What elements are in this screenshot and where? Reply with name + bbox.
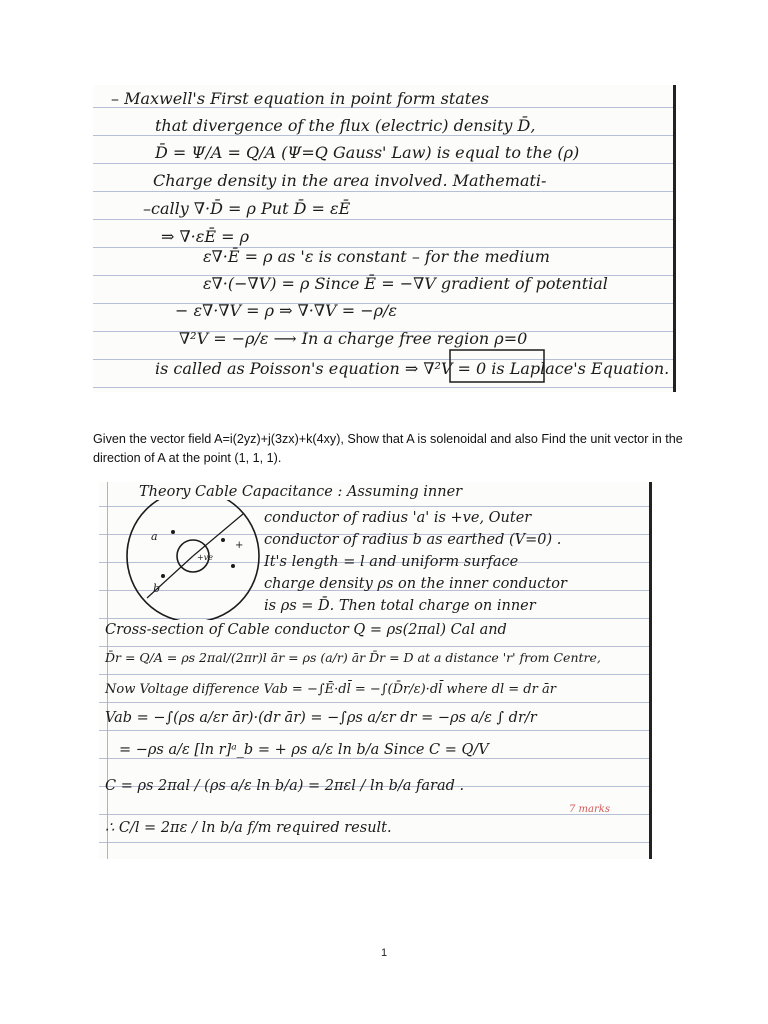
- note-line: Now Voltage difference Vab = −∫Ē·dl̄ = −∫(D̄r/ε)·dl̄ where dl = dr ār: [105, 682, 556, 697]
- note-line: – Maxwell's First equation in point form states: [111, 89, 489, 108]
- note-line: ε∇·(−∇V) = ρ Since Ē = −∇V gradient of potential: [203, 274, 608, 293]
- note-line: ∴ C/l = 2πε / ln b/a f/m required result.: [105, 820, 392, 836]
- diagram-label: a: [151, 530, 158, 543]
- image-border: [649, 482, 652, 859]
- cable-cross-section-diagram: [113, 500, 273, 620]
- handwritten-note-maxwell: [93, 85, 676, 392]
- note-line: ⇒ ∇·εĒ = ρ: [161, 227, 249, 246]
- note-line: Cross-section of Cable conductor Q = ρs(2πal) Cal and: [105, 622, 507, 638]
- page-number: 1: [380, 947, 388, 959]
- note-line: D̄r = Q/A = ρs 2πal/(2πr)l ār = ρs (a/r) ār D̄r = D at a distance 'r' from Centre,: [105, 650, 601, 665]
- note-line: It's length = l and uniform surface: [264, 554, 519, 570]
- margin-note: 7 marks: [569, 804, 610, 815]
- note-line: –cally ∇·D̄ = ρ Put D̄ = εĒ: [143, 199, 351, 218]
- note-line: Vab = −∫(ρs a/εr ār)·(dr ār) = −∫ρs a/εr dr = −ρs a/ε ∫ dr/r: [105, 710, 537, 726]
- laplace-box: [448, 348, 548, 386]
- image-border: [673, 85, 676, 392]
- note-line: ∇²V = −ρ/ε ⟶ In a charge free region ρ=0: [179, 329, 528, 348]
- note-line: − ε∇·∇V = ρ ⇒ ∇·∇V = −ρ/ε: [175, 301, 397, 320]
- question-text: Given the vector field A=i(2yz)+j(3zx)+k(4xy), Show that A is solenoidal and also Find the unit vector in the direction of A at the point (1, 1, 1).: [93, 432, 683, 465]
- note-line: charge density ρs on the inner conductor: [264, 576, 567, 592]
- note-line: conductor of radius 'a' is +ve, Outer: [264, 510, 532, 526]
- note-line: conductor of radius b as earthed (V=0) .: [264, 532, 562, 548]
- note-line: C = ρs 2πal / (ρs a/ε ln b/a) = 2πεl / ln b/a farad .: [105, 778, 465, 794]
- note-line: that divergence of the flux (electric) density D̄,: [155, 116, 536, 135]
- diagram-label: b: [153, 582, 161, 595]
- note-line: Charge density in the area involved. Mathemati-: [153, 171, 547, 190]
- note-line: = −ρs a/ε [ln r]ᵃ_b = + ρs a/ε ln b/a Since C = Q/V: [119, 742, 489, 758]
- note-line: Theory Cable Capacitance : Assuming inner: [139, 484, 463, 500]
- diagram-label: +: [235, 540, 244, 551]
- note-line: D̄ = Ψ/A = Q/A (Ψ=Q Gauss' Law) is equal to the (ρ): [155, 143, 580, 162]
- note-line: is called as Poisson's equation ⇒ ∇²V = 0 is Laplace's Equation.: [155, 359, 670, 378]
- note-line: is ρs = D̄. Then total charge on inner: [264, 598, 536, 614]
- handwritten-note-cable-capacitance: [99, 482, 652, 859]
- note-line: ε∇·Ē = ρ as 'ε is constant – for the medium: [203, 247, 550, 266]
- diagram-label: +ve: [197, 553, 213, 562]
